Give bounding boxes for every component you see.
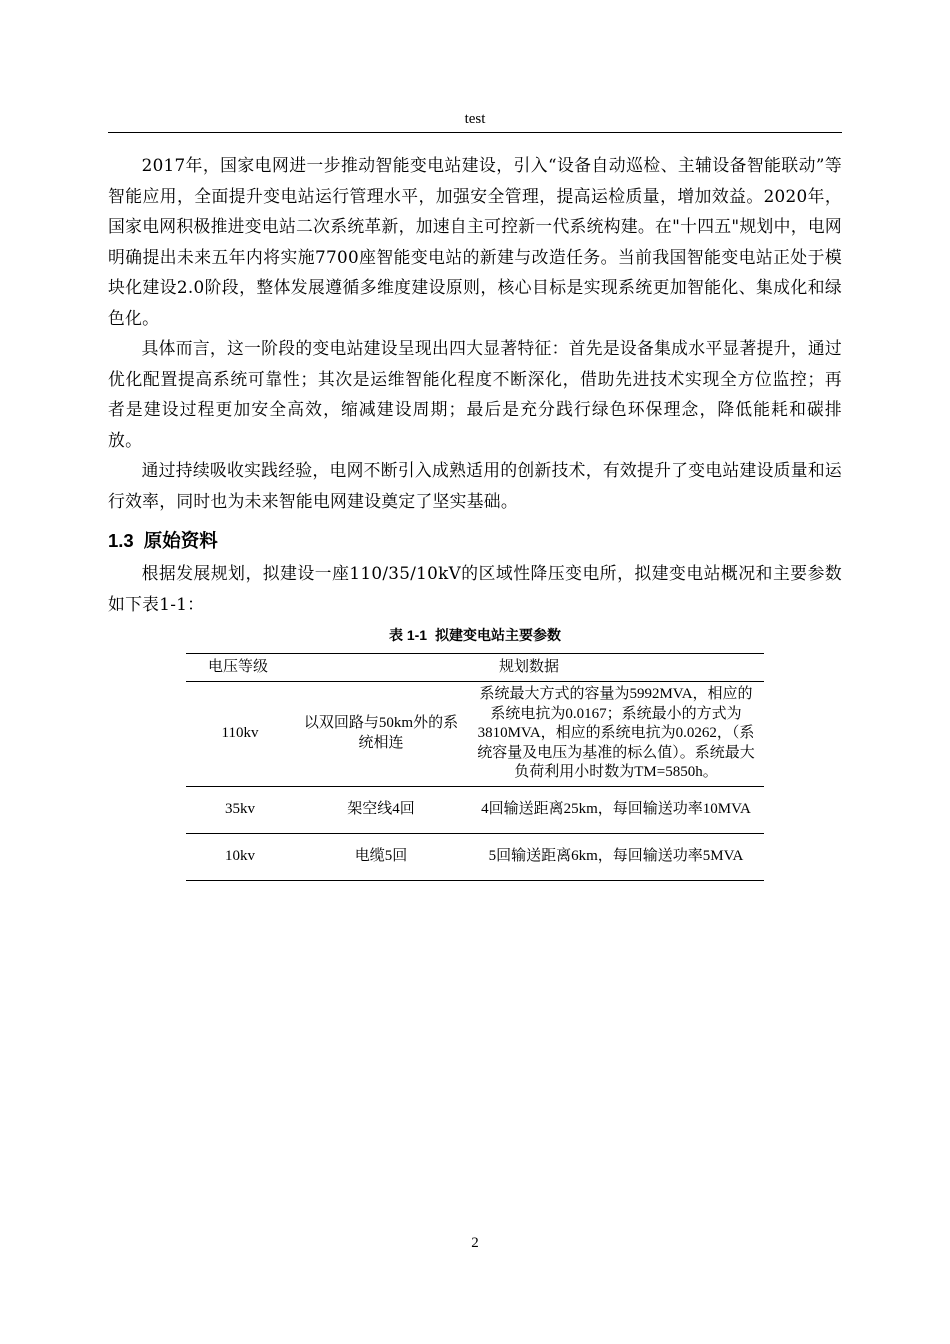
cell-data: 5回输送距离6km，每回输送功率5MVA: [468, 833, 764, 880]
table-caption: [108, 625, 842, 645]
cell-line: 架空线4回: [294, 786, 468, 833]
cell-voltage: 110kv: [186, 682, 294, 787]
cell-data: 系统最大方式的容量为5992MVA，相应的系统电抗为0.0167；系统最小的方式为3810MVA，相应的系统电抗为0.0262，（系统容量及电压为基准的标么值）。系统最大负荷利用小时数为TM=5850h。: [468, 682, 764, 787]
table-caption-number: 表 1-1: [388, 627, 428, 643]
table-caption-title: 拟建变电站主要参数: [435, 627, 562, 643]
header-rule: [108, 132, 842, 133]
cell-data: 4回输送距离25km，每回输送功率10MVA: [468, 786, 764, 833]
table-row: [186, 833, 764, 880]
document-body: [108, 150, 842, 881]
section-number: 1.3: [108, 530, 134, 551]
paragraph: 根据发展规划，拟建设一座110/35/10kV的区域性降压变电所，拟建变电站概况和主要参数如下表1-1：: [108, 563, 842, 614]
cell-line: 以双回路与50km外的系统相连: [294, 682, 468, 787]
parameters-table: [186, 653, 764, 881]
cell-voltage: 35kv: [186, 786, 294, 833]
paragraph: 2017年，国家电网进一步推动智能变电站建设，引入“设备自动巡检、主辅设备智能联动”等智能应用，全面提升变电站运行管理水平，加强安全管理，提高运检质量，增加效益。2020年，国家电网积极推进变电站二次系统革新，加速自主可控新一代系统构建。在"十四五"规划中，电网明确提出未来五年内将实施7700座智能变电站的新建与改造任务。当前我国智能变电站正处于模块化建设2.0阶段，整体发展遵循多维度建设原则，核心目标是实现系统更加智能化、集成化和绿色化。: [108, 155, 842, 328]
page-number: 2: [471, 1235, 479, 1251]
cell-line: 电缆5回: [294, 833, 468, 880]
section-title: 原始资料: [143, 530, 218, 551]
header-voltage-level: 电压等级: [186, 654, 294, 682]
section-heading: [108, 528, 842, 554]
paragraph: 具体而言，这一阶段的变电站建设呈现出四大显著特征：首先是设备集成水平显著提升，通过优化配置提高系统可靠性；其次是运维智能化程度不断深化，借助先进技术实现全方位监控；再者是建设过程更加安全高效，缩减建设周期；最后是充分践行绿色环保理念，降低能耗和碳排放。: [108, 338, 842, 450]
cell-voltage: 10kv: [186, 833, 294, 880]
table-row: [186, 682, 764, 787]
paragraph: 通过持续吸收实践经验，电网不断引入成熟适用的创新技术，有效提升了变电站建设质量和运行效率，同时也为未来智能电网建设奠定了坚实基础。: [108, 460, 842, 511]
table-header-row: [186, 654, 764, 682]
header-planning-data: 规划数据: [294, 654, 764, 682]
page-header: test: [464, 111, 486, 127]
table-row: [186, 786, 764, 833]
